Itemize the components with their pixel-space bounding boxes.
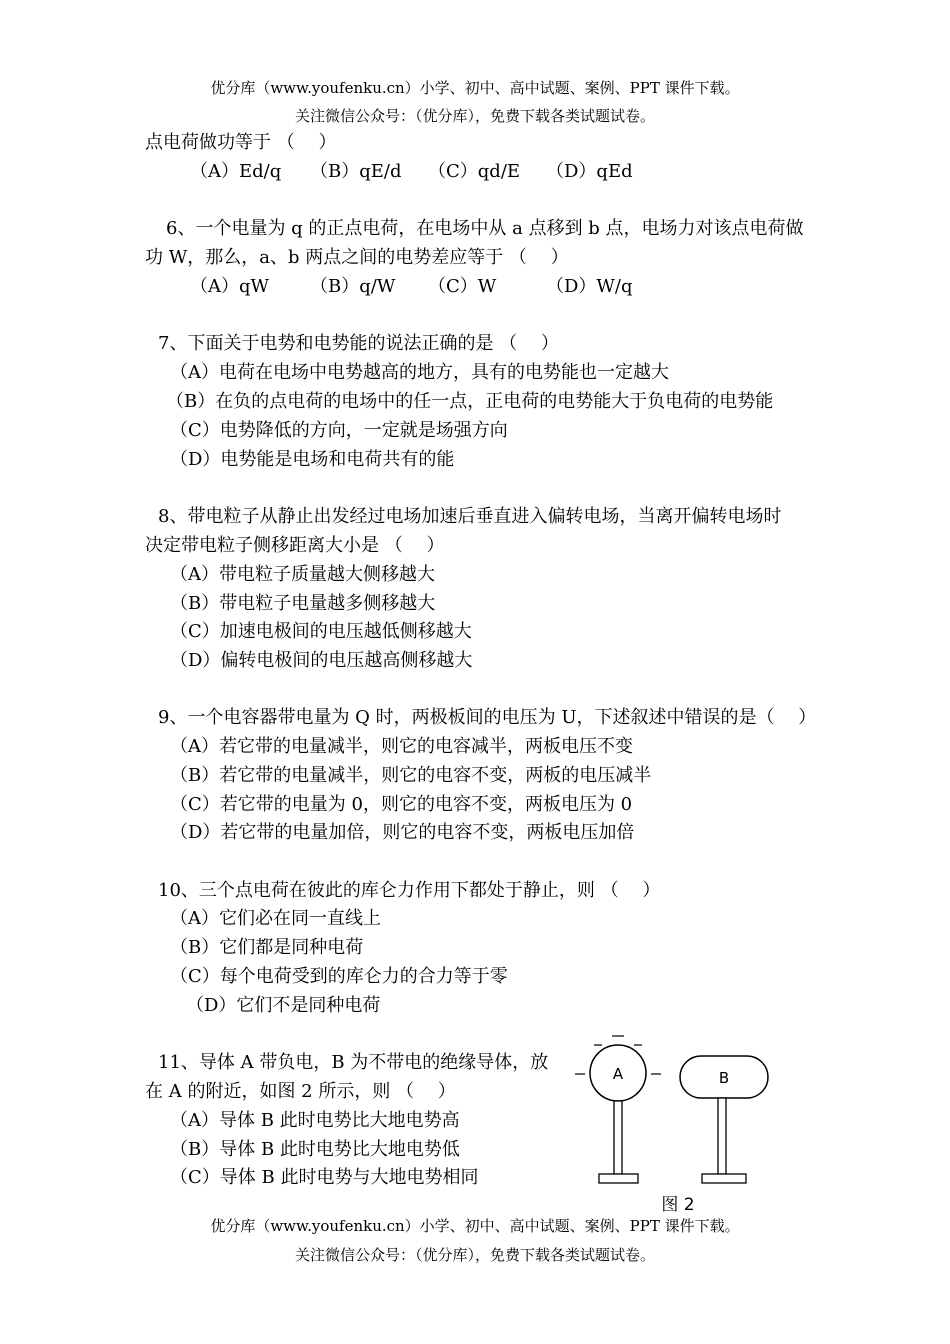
q9-option-d: （D）若它带的电量加倍，则它的电容不变，两板电压加倍	[170, 822, 635, 843]
header-line-1: 优分库（www.youfenku.cn）小学、初中、高中试题、案例、PPT 课件下载。	[210, 79, 740, 97]
q10-stem: 10、三个点电荷在彼此的库仑力作用下都处于静止，则 （ ）	[158, 880, 661, 901]
q5-option-d: （D）qEd	[546, 161, 633, 182]
q11-stem-line-2: 在 A 的附近，如图 2 所示，则 （ ）	[145, 1081, 456, 1102]
q9-option-c: （C）若它带的电量为 0，则它的电容不变，两板电压为 0	[170, 794, 633, 815]
q10-option-a: （A）它们必在同一直线上	[170, 908, 381, 929]
q7-option-d: （D）电势能是电场和电荷共有的能	[170, 449, 455, 470]
q5-option-b: （B）qE/d	[310, 161, 402, 182]
footer-line-2: 关注微信公众号：（优分库），免费下载各类试题试卷。	[294, 1246, 655, 1264]
q11-option-a: （A）导体 B 此时电势比大地电势高	[170, 1110, 460, 1131]
conductor-b-base	[702, 1174, 746, 1183]
q8-option-c: （C）加速电极间的电压越低侧移越大	[170, 621, 472, 642]
q7-stem: 7、下面关于电势和电势能的说法正确的是 （ ）	[158, 333, 559, 354]
q7-option-b: （B）在负的点电荷的电场中的任一点，正电荷的电势能大于负电荷的电势能	[166, 391, 774, 412]
q11-stem-line-1: 11、导体 A 带负电，B 为不带电的绝缘导体，放	[158, 1052, 549, 1073]
q6-option-c: （C）W	[428, 276, 497, 297]
q10-option-c: （C）每个电荷受到的库仑力的合力等于零	[170, 966, 508, 987]
q8-stem-line-1: 8、带电粒子从静止出发经过电场加速后垂直进入偏转电场，当离开偏转电场时	[158, 506, 782, 527]
conductor-b-label: B	[718, 1069, 730, 1087]
figure-caption: 图 2	[661, 1195, 695, 1215]
footer-line-1: 优分库（www.youfenku.cn）小学、初中、高中试题、案例、PPT 课件下载。	[210, 1217, 740, 1235]
conductor-a-base	[599, 1174, 638, 1183]
q8-option-a: （A）带电粒子质量越大侧移越大	[170, 564, 435, 585]
q5-option-a: （A）Ed/q	[190, 161, 282, 182]
q6-option-a: （A）qW	[190, 276, 270, 297]
q5-stem-tail: 点电荷做功等于 （ ）	[145, 132, 337, 153]
conductor-a-label: A	[612, 1065, 624, 1083]
q8-stem-line-2: 决定带电粒子侧移距离大小是 （ ）	[145, 535, 445, 556]
q11-option-c: （C）导体 B 此时电势与大地电势相同	[170, 1167, 479, 1188]
q8-option-b: （B）带电粒子电量越多侧移越大	[170, 593, 436, 614]
q10-option-b: （B）它们都是同种电荷	[170, 937, 364, 958]
q5-option-c: （C）qd/E	[428, 161, 521, 182]
header-line-2: 关注微信公众号：（优分库），免费下载各类试题试卷。	[294, 107, 655, 125]
q8-option-d: （D）偏转电极间的电压越高侧移越大	[170, 650, 473, 671]
q7-option-a: （A）电荷在电场中电势越高的地方，具有的电势能也一定越大	[170, 362, 669, 383]
q6-option-b: （B）q/W	[310, 276, 396, 297]
q9-option-a: （A）若它带的电量减半，则它的电容减半，两板电压不变	[170, 736, 633, 757]
q6-stem-line-2: 功 W，那么，a、b 两点之间的电势差应等于 （ ）	[145, 247, 569, 268]
q10-option-d: （D）它们不是同种电荷	[186, 995, 381, 1016]
figure-2	[570, 1025, 790, 1220]
q11-option-b: （B）导体 B 此时电势比大地电势低	[170, 1139, 460, 1160]
conductor-a-stand	[614, 1101, 622, 1174]
q7-option-c: （C）电势降低的方向，一定就是场强方向	[170, 420, 508, 441]
conductor-b-stand	[718, 1098, 726, 1174]
q6-stem-line-1: 6、一个电量为 q 的正点电荷，在电场中从 a 点移到 b 点，电场力对该点电荷做	[166, 218, 804, 239]
q9-option-b: （B）若它带的电量减半，则它的电容不变，两板的电压减半	[170, 765, 652, 786]
q9-stem: 9、一个电容器带电量为 Q 时，两极板间的电压为 U，下述叙述中错误的是（ ）	[158, 707, 817, 728]
q6-option-d: （D）W/q	[546, 276, 633, 297]
